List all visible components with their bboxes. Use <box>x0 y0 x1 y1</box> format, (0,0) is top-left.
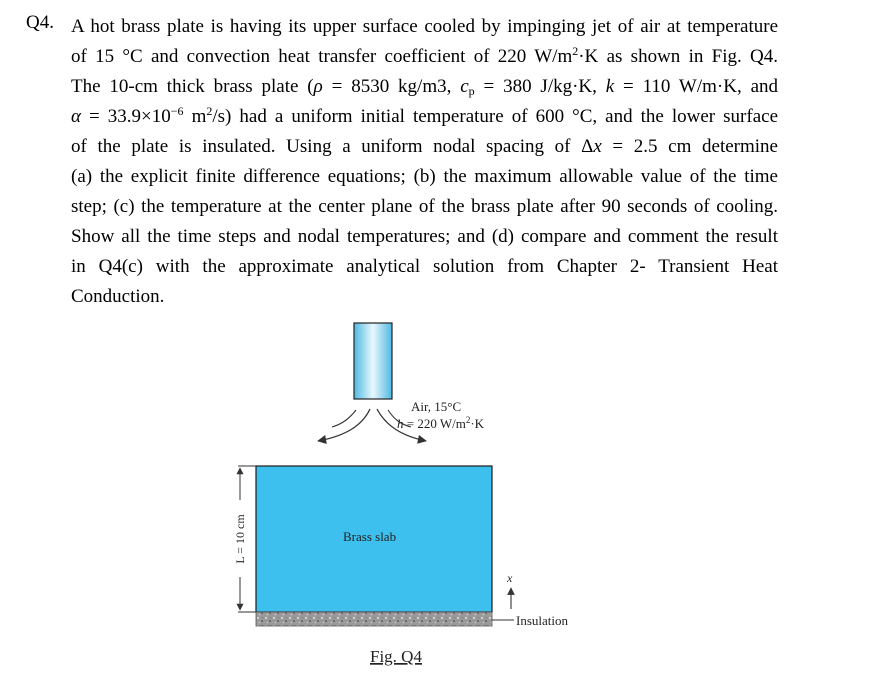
air-condition-label: Air, 15°C <box>411 399 462 414</box>
problem-text-segment: p <box>468 84 475 98</box>
flow-arrow-left-icon <box>318 409 370 441</box>
problem-text-segment: x <box>593 136 602 157</box>
problem-text-segment: α <box>71 106 81 127</box>
problem-number: Q4. <box>26 12 54 33</box>
problem-text-segment: = 2.5 cm determine <box>601 136 778 157</box>
heat-transfer-coefficient-label <box>397 415 485 431</box>
problem-text-segment: of the plate is insulated. Using a uniform nodal spacing of Δ <box>71 136 594 157</box>
brass-slab-label: Brass slab <box>343 529 397 544</box>
problem-text-segment: Conduction. <box>71 286 165 307</box>
problem-text-segment: ρ <box>313 76 323 97</box>
h-exponent: 2 <box>465 415 471 425</box>
insulation-label: Insulation <box>516 613 568 628</box>
figure-caption: Fig. Q4 <box>370 647 422 666</box>
thickness-label-text: L = 10 cm <box>233 514 247 564</box>
h-symbol: h <box>397 416 404 431</box>
problem-text-segment: c <box>460 76 469 97</box>
x-axis-label: x <box>507 571 513 585</box>
problem-text-segment: = 8530 kg/m3, <box>322 76 461 97</box>
problem-text-segment: −6 <box>170 104 184 118</box>
problem-text-segment: 2 <box>572 44 579 58</box>
thickness-label <box>233 514 247 564</box>
h-unit: ·K <box>470 416 485 431</box>
problem-text-segment: /s) had a uniform initial temperature of 600 °C, and the lower surface <box>212 106 779 127</box>
problem-text-segment: = 33.9×10 <box>80 106 171 127</box>
problem-text-segment: (a) the explicit finite difference equations; (b) the maximum allowable value of the time <box>71 166 778 187</box>
problem-text-segment: m <box>183 106 207 127</box>
air-jet-nozzle-icon <box>354 323 392 399</box>
problem-text-segment: in Q4(c) with the approximate analytical solution from Chapter 2- Transient Heat <box>71 256 778 277</box>
problem-text-segment: ·K as shown in Fig. Q4. <box>578 46 778 67</box>
problem-text-segment: = 110 W/m·K, and <box>614 76 779 97</box>
problem-text-segment: k <box>605 76 615 97</box>
problem-text-segment: A hot brass plate is having its upper surface cooled by impinging jet of air at temperature <box>71 16 778 37</box>
problem-text-segment: The 10-cm thick brass plate ( <box>71 76 314 97</box>
problem-text-segment: of 15 °C and convection heat transfer coefficient of 220 W/m <box>71 46 573 67</box>
problem-text-segment: = 380 J/kg·K, <box>474 76 606 97</box>
problem-text-segment: Show all the time steps and nodal temperatures; and (d) compare and comment the result <box>71 226 778 247</box>
h-value: = 220 W/m <box>403 416 466 431</box>
flow-arrow-left-inner-icon <box>332 410 356 427</box>
insulation-layer <box>256 612 492 626</box>
problem-text-segment: step; (c) the temperature at the center plane of the brass plate after 90 seconds of cooling. <box>71 196 778 217</box>
problem-text-segment: 2 <box>206 104 213 118</box>
